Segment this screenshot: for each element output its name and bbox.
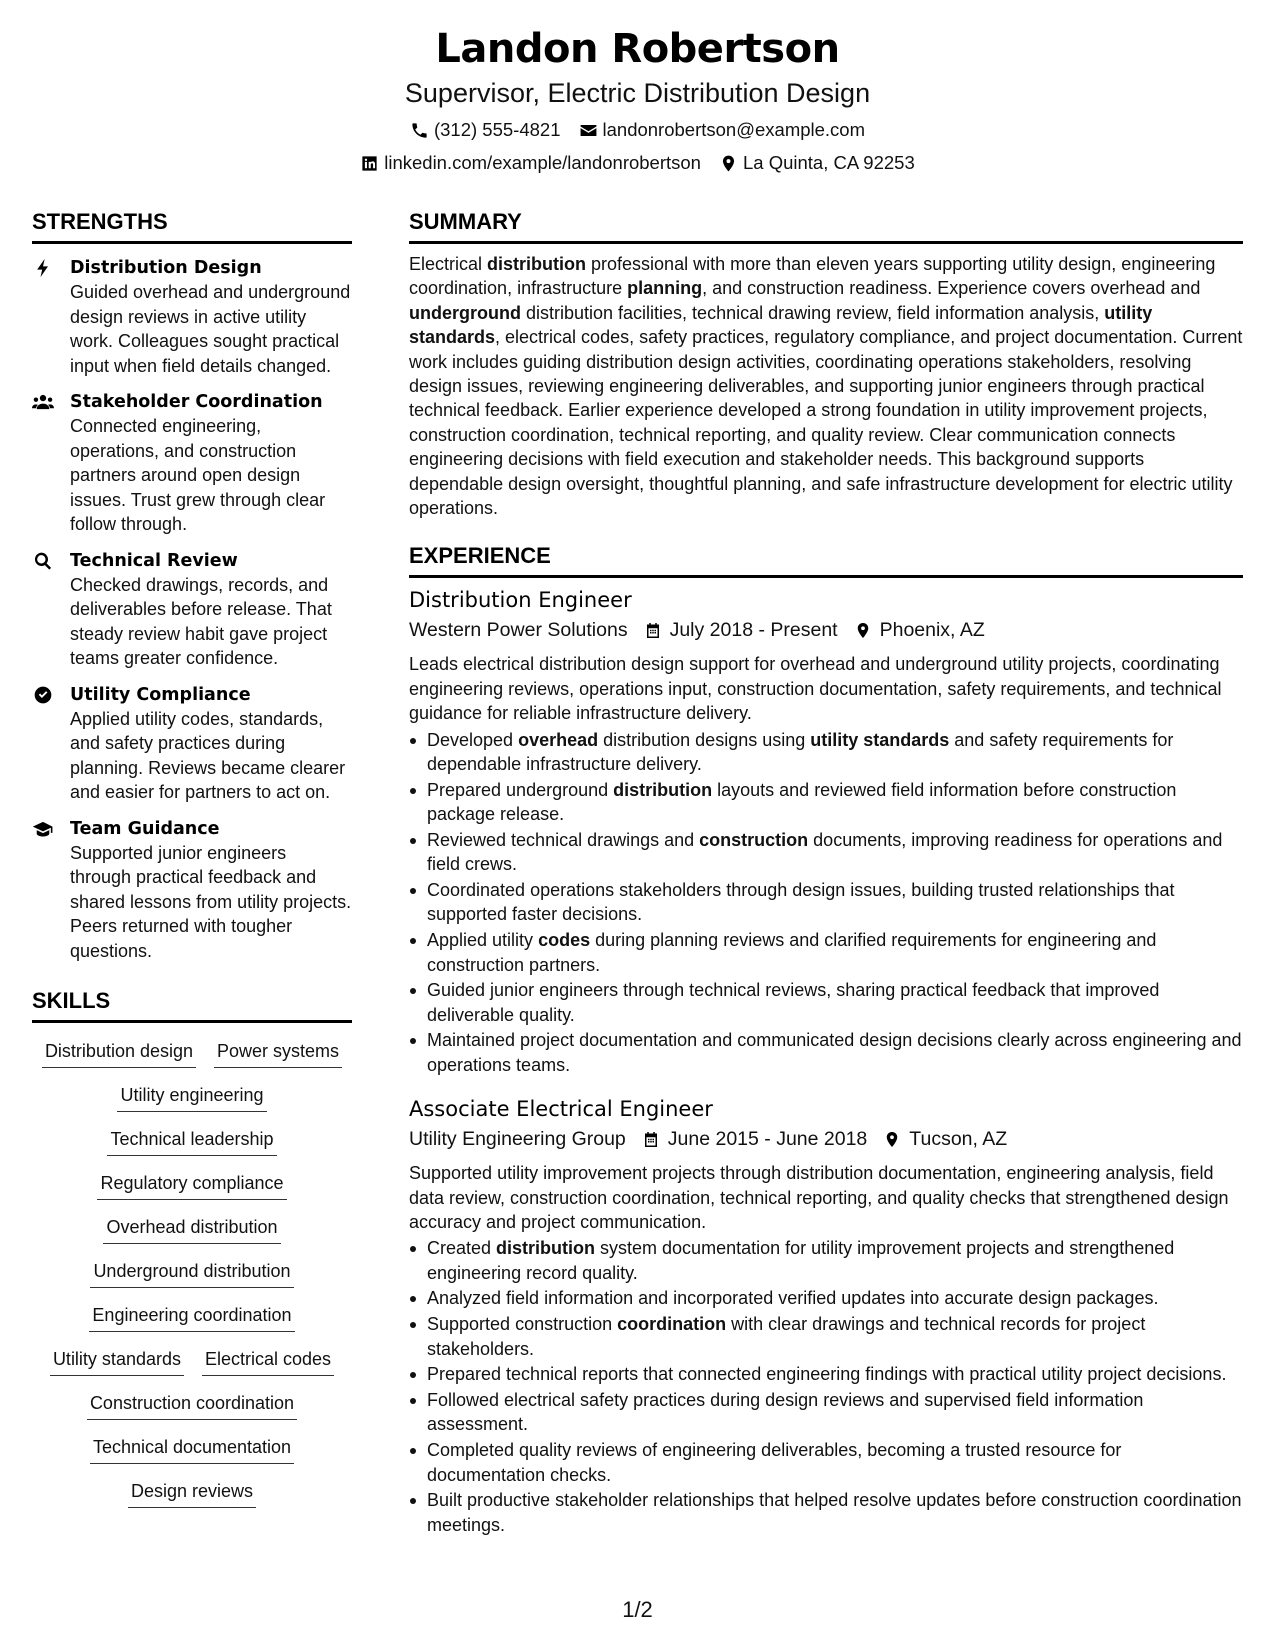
skill-tag: Overhead distribution <box>103 1215 280 1244</box>
job-meta <box>409 1125 1243 1153</box>
summary-text: Electrical distribution professional with more than eleven years supporting utility design, engineering coordination, infrastructure planning, and construction readiness. Experience covers overhead and underground distribution facilities, technical drawing review, field information analysis, utility standards, electrical codes, safety practices, regulatory compliance, and project documentation. Current work includes guiding distribution design activities, coordinating operations stakeholders, resolving design issues, reviewing engineering deliverables, and supporting junior engineers through practical technical feedback. Earlier experience developed a strong foundation in utility improvement projects, construction coordination, technical reporting, and quality review. Clear communication connects engineering decisions with field execution and stakeholder needs. This background supports dependable design oversight, thoughtful planning, and safe infrastructure development for electric utility operations. <box>409 254 1243 519</box>
job-meta <box>409 616 1243 644</box>
strength-description: Checked drawings, records, and deliverables before release. That steady review habit gave project teams greater confidence. <box>70 574 332 668</box>
skill-tag: Electrical codes <box>202 1347 334 1376</box>
map-pin-icon <box>883 1130 901 1149</box>
job-description: Supported utility improvement projects through distribution documentation, engineering analysis, field data review, construction coordination, technical reporting, and quality checks that strengthened design accuracy and project communication. <box>409 1163 1229 1232</box>
linkedin-text[interactable]: linkedin.com/example/landonrobertson <box>384 152 701 173</box>
linkedin-icon <box>360 154 379 173</box>
job-location: Phoenix, AZ <box>854 616 985 644</box>
skill-tag: Technical leadership <box>107 1127 276 1156</box>
strength-body <box>70 256 352 378</box>
list-item: Followed electrical safety practices during design reviews and supervised field information assessment. <box>409 1388 1243 1437</box>
skill-tag: Distribution design <box>42 1039 196 1068</box>
left-column <box>32 208 352 1508</box>
skill-tag: Construction coordination <box>87 1391 297 1420</box>
experience-list <box>409 586 1243 1537</box>
strength-item <box>32 817 352 964</box>
strength-body <box>70 390 352 537</box>
emphasis-keyword: underground <box>409 302 521 323</box>
strengths-list <box>32 256 352 963</box>
strength-body <box>70 549 352 671</box>
graduation-cap-icon <box>32 817 70 964</box>
right-column <box>409 208 1243 1537</box>
strength-body <box>70 683 352 805</box>
search-icon <box>32 549 70 671</box>
strength-item <box>32 683 352 805</box>
list-item: Developed overhead distribution designs using utility standards and safety requirements for dependable infrastructure delivery. <box>409 728 1243 777</box>
list-item: Applied utility codes during planning reviews and clarified requirements for engineering and construction partners. <box>409 928 1243 977</box>
email-text[interactable]: landonrobertson@example.com <box>602 119 866 140</box>
list-item: Coordinated operations stakeholders through design issues, building trusted relationships that supported faster decisions. <box>409 878 1243 927</box>
skill-tag: Regulatory compliance <box>97 1171 286 1200</box>
contact-row-2 <box>0 151 1275 175</box>
job-bullets <box>409 1236 1243 1537</box>
list-item: Prepared technical reports that connected engineering findings with practical utility project decisions. <box>409 1362 1243 1386</box>
emphasis-keyword: utility standards <box>409 302 1153 348</box>
candidate-title: Supervisor, Electric Distribution Design <box>404 78 871 108</box>
job-bullets <box>409 728 1243 1077</box>
list-item: Analyzed field information and incorporated verified updates into accurate design packages. <box>409 1286 1243 1310</box>
job-location: Tucson, AZ <box>883 1125 1007 1153</box>
skills-heading: SKILLS <box>32 987 352 1023</box>
contact-row-1 <box>0 118 1275 142</box>
list-item: Maintained project documentation and communicated design decisions clearly across engineering and operations teams. <box>409 1028 1243 1077</box>
job-role: Distribution Engineer <box>409 588 632 613</box>
strength-item <box>32 256 352 378</box>
skill-tag: Underground distribution <box>90 1259 293 1288</box>
skill-tag: Engineering coordination <box>89 1303 294 1332</box>
emphasis-keyword: coordination <box>617 1314 727 1335</box>
contact-email[interactable] <box>579 118 866 142</box>
job-dates: June 2015 - June 2018 <box>642 1125 868 1153</box>
contact-location <box>719 151 915 175</box>
skill-tag: Power systems <box>214 1039 342 1068</box>
list-item: Supported construction coordination with clear drawings and technical records for project stakeholders. <box>409 1312 1243 1361</box>
job-entry <box>409 1095 1243 1537</box>
job-company: Western Power Solutions <box>409 619 628 642</box>
phone-text: (312) 555-4821 <box>433 119 561 140</box>
list-item: Guided junior engineers through technical reviews, sharing practical feedback that improved deliverable quality. <box>409 978 1243 1027</box>
job-description: Leads electrical distribution design support for overhead and underground utility projects, coordinating engineering reviews, operations input, construction documentation, safety requirements, and technical guidance for reliable infrastructure delivery. <box>409 654 1222 724</box>
strength-title: Team Guidance <box>70 818 220 839</box>
list-item: Completed quality reviews of engineering deliverables, becoming a trusted resource for documentation checks. <box>409 1438 1243 1487</box>
emphasis-keyword: planning <box>627 278 703 299</box>
envelope-icon <box>579 121 598 140</box>
map-pin-icon <box>719 154 738 173</box>
skills-list <box>32 1039 352 1508</box>
experience-heading: EXPERIENCE <box>409 542 1243 578</box>
emphasis-keyword: construction <box>699 829 809 850</box>
strength-title: Technical Review <box>70 550 238 571</box>
strength-description: Applied utility codes, standards, and safety practices during planning. Reviews became clearer and easier for partners to act on. <box>70 708 346 802</box>
job-dates: July 2018 - Present <box>644 616 838 644</box>
emphasis-keyword: utility standards <box>810 729 950 750</box>
skill-tag: Utility engineering <box>117 1083 266 1112</box>
list-item: Created distribution system documentation for utility improvement projects and strengthened engineering record quality. <box>409 1236 1243 1285</box>
strength-body <box>70 817 352 964</box>
strength-item <box>32 390 352 537</box>
map-pin-icon <box>854 621 872 640</box>
calendar-icon <box>642 1130 660 1149</box>
contact-phone <box>410 118 561 142</box>
users-icon <box>32 390 70 537</box>
candidate-name: Landon Robertson <box>435 26 840 72</box>
contact-linkedin[interactable] <box>360 151 701 175</box>
list-item: Reviewed technical drawings and construction documents, improving readiness for operations and field crews. <box>409 828 1243 877</box>
phone-icon <box>410 121 429 140</box>
calendar-icon <box>644 621 662 640</box>
skill-tag: Design reviews <box>128 1479 256 1508</box>
location-text: La Quinta, CA 92253 <box>742 152 915 173</box>
skill-tag: Technical documentation <box>90 1435 294 1464</box>
strength-title: Utility Compliance <box>70 684 251 705</box>
list-item: Built productive stakeholder relationships that helped resolve updates before construction coordination meetings. <box>409 1488 1243 1537</box>
job-entry <box>409 586 1243 1077</box>
list-item: Prepared underground distribution layouts and reviewed field information before construction package release. <box>409 778 1243 827</box>
strength-title: Stakeholder Coordination <box>70 392 323 412</box>
emphasis-keyword: distribution <box>496 1238 596 1259</box>
strengths-heading: STRENGTHS <box>32 208 352 244</box>
emphasis-keyword: codes <box>538 930 591 951</box>
emphasis-keyword: overhead <box>518 729 599 750</box>
strength-description: Supported junior engineers through practical feedback and shared lessons from utility projects. Peers returned with tougher questions. <box>70 842 352 961</box>
strength-item <box>32 549 352 671</box>
skill-tag: Utility standards <box>50 1347 184 1376</box>
strength-description: Guided overhead and underground design reviews in active utility work. Colleagues sought practical input when field details changed. <box>70 282 351 376</box>
page-number: 1/2 <box>622 1597 653 1622</box>
job-company: Utility Engineering Group <box>409 1128 626 1151</box>
resume-header <box>0 22 1275 175</box>
lightning-icon <box>32 256 70 378</box>
emphasis-keyword: distribution <box>487 254 587 274</box>
emphasis-keyword: distribution <box>613 779 713 800</box>
check-circle-icon <box>32 683 70 805</box>
job-role: Associate Electrical Engineer <box>409 1097 713 1122</box>
strength-description: Connected engineering, operations, and construction partners around open design issues. Trust grew through clear follow through. <box>70 416 326 534</box>
summary-heading: SUMMARY <box>409 208 1243 244</box>
strength-title: Distribution Design <box>70 258 262 278</box>
